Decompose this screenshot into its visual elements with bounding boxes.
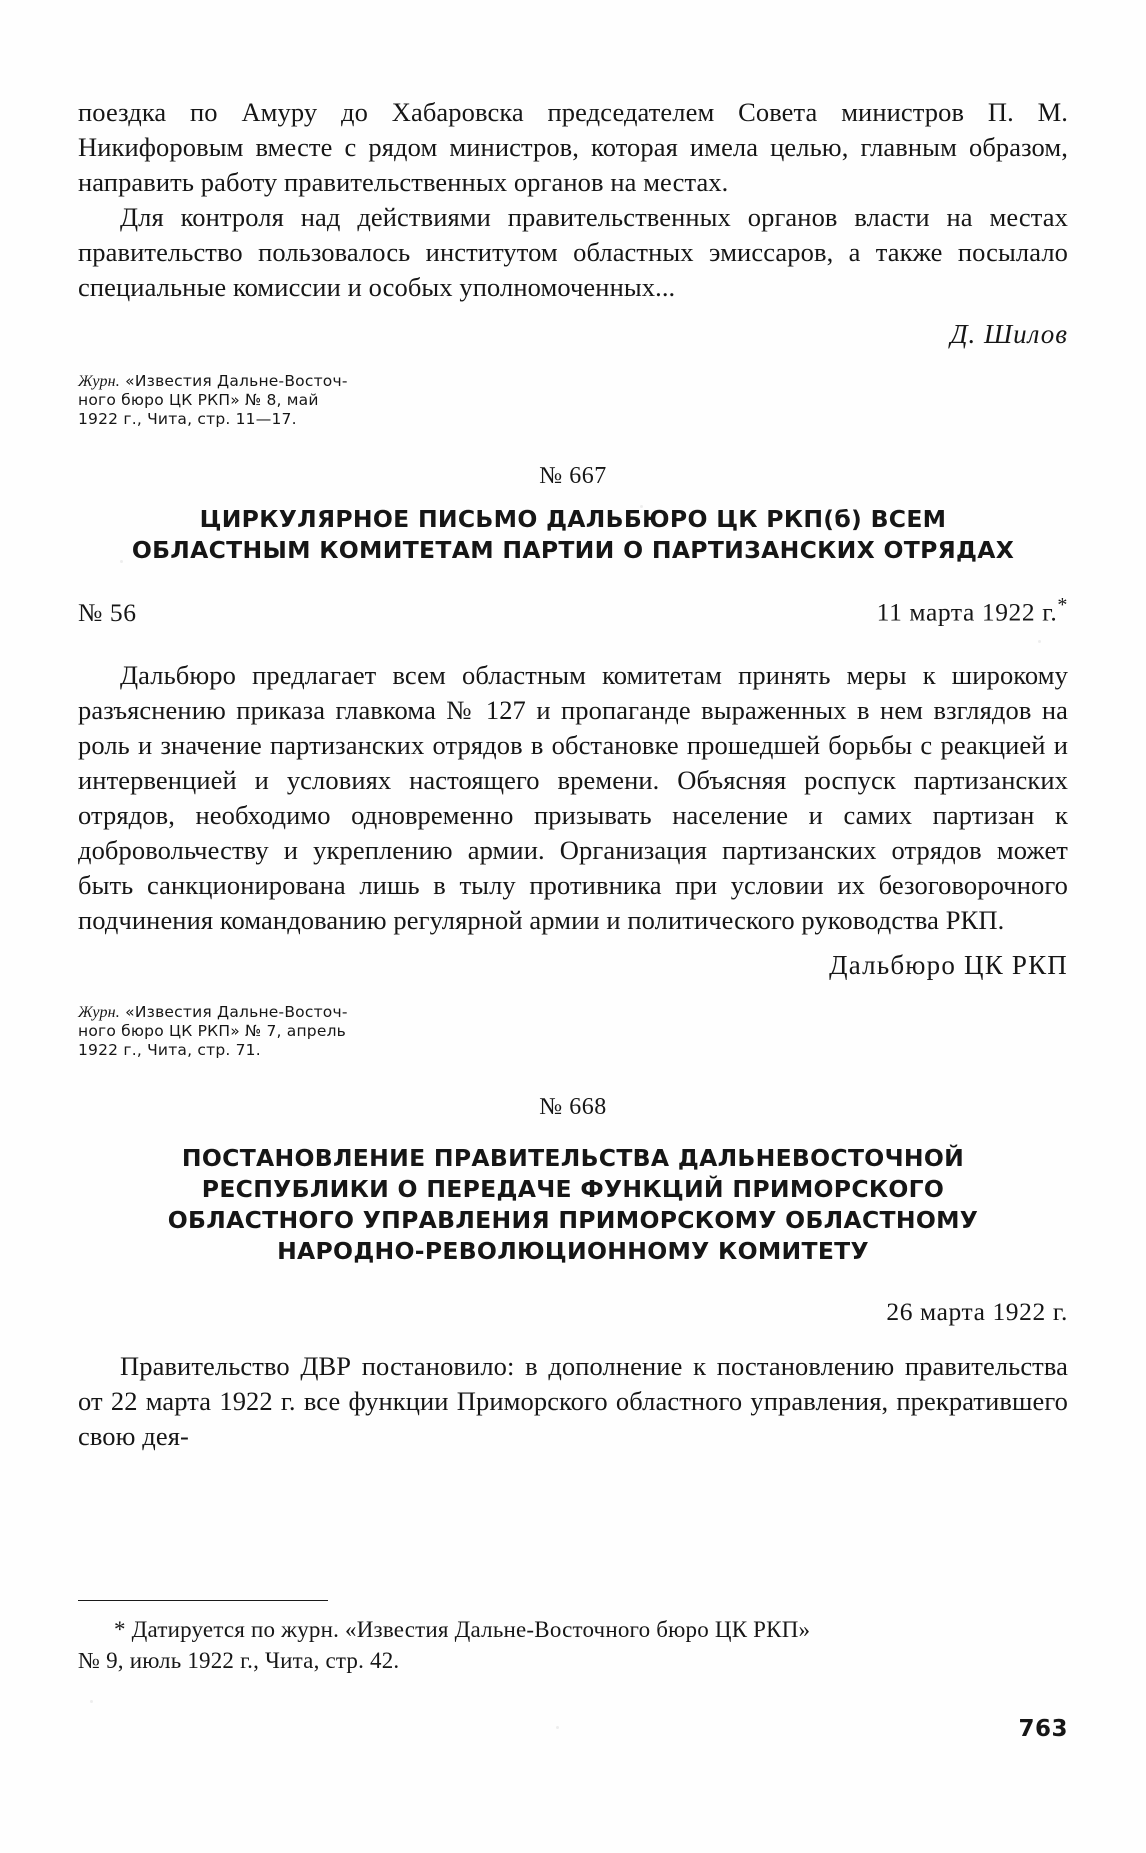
footnote-line-1: * Датируется по журн. «Известия Дальне-Восточного бюро ЦК РКП» [114,1617,811,1642]
footnote-marker: * [1057,594,1068,616]
source-line-2: ного бюро ЦК РКП» № 8, май [78,391,319,409]
document-date-667 [877,594,1068,628]
source-label: Журн. [78,1003,121,1021]
document-id-667: № 56 [78,597,137,627]
date-text: 11 марта 1922 г. [876,597,1058,627]
document-body [78,95,1068,1454]
source-label: Журн. [78,373,121,390]
scan-speckle [556,1726,559,1729]
scan-speckle [90,1700,93,1703]
document-number-667: № 667 [539,463,607,489]
paragraph-control-bodies: Для контроля над действиями правительственных органов власти на местах правительство пользовалось институтом областных эмиссаров, а также посылало специальные комиссии и особых уполномоченных... [78,202,1068,302]
source-line-3: 1922 г., Чита, стр. 11—17. [78,410,297,428]
footnote [78,1614,1068,1676]
title-line-4: НАРОДНО-РЕВОЛЮЦИОННОМУ КОМИТЕТУ [277,1236,869,1265]
page-number: 763 [1018,1716,1068,1742]
source-line-2: ного бюро ЦК РКП» № 7, апрель [78,1021,347,1040]
title-line-1: ПОСТАНОВЛЕНИЕ ПРАВИТЕЛЬСТВА ДАЛЬНЕВОСТОЧНОЙ [181,1143,965,1172]
paragraph-dalburo-body: Дальбюро предлагает всем областным комитетам принять меры к широкому разъяснению приказа главкома № 127 и пропаганде выраженных в нем взглядов на роль и значение партизанских отрядов в обстановке прошедшей борьбы с реакцией и интервенцией и условиях настоящего времени. Объясняя роспуск партизанских отрядов, необходимо одновременно призывать население и самих партизан к добровольчеству и укреплению армии. Организация партизанских отрядов может быть санкционирована лишь в тылу противника при условии их безоговорочного подчинения командованию регулярной армии и политического руководства РКП. [78,659,1068,935]
title-line-2: РЕСПУБЛИКИ О ПЕРЕДАЧЕ ФУНКЦИЙ ПРИМОРСКОГО [201,1174,945,1203]
source-note-1 [78,372,398,429]
footnote-line-2: № 9, июль 1922 г., Чита, стр. 42. [78,1648,400,1673]
document-date-668: 26 марта 1922 г. [886,1296,1068,1326]
document-title-668 [78,1143,1068,1267]
source-note-2 [78,1003,398,1060]
title-line-1: ЦИРКУЛЯРНОЕ ПИСЬМО ДАЛЬБЮРО ЦК РКП(б) ВСЕМ [199,505,947,533]
document-title-667 [78,504,1068,566]
source-line-1: «Известия Дальне-Восточ- [125,1002,348,1021]
signature-shilov: Д. Шилов [950,319,1068,349]
signature-dalburo: Дальбюро ЦК РКП [829,949,1068,980]
footnote-separator [78,1600,328,1601]
document-number-668: № 668 [539,1093,607,1120]
title-line-2: ОБЛАСТНЫМ КОМИТЕТАМ ПАРТИИ О ПАРТИЗАНСКИХ ОТРЯДАХ [131,536,1015,564]
paragraph-dvr-government: Правительство ДВР постановило: в дополнение к постановлению правительства от 22 марта 1922 г. все функции Приморского областного управления, прекратившего свою дея- [78,1350,1068,1451]
title-line-3: ОБЛАСТНОГО УПРАВЛЕНИЯ ПРИМОРСКОМУ ОБЛАСТНОМУ [167,1205,979,1234]
paragraph-continuation: поездка по Амуру до Хабаровска председателем Совета министров П. М. Никифоровым вместе с рядом министров, которая имела целью, главным образом, направить работу правительственных органов на местах. [78,97,1068,197]
source-line-3: 1922 г., Чита, стр. 71. [78,1040,261,1059]
dateline-667 [78,594,1068,628]
source-line-1: «Известия Дальне-Восточ- [125,372,348,390]
